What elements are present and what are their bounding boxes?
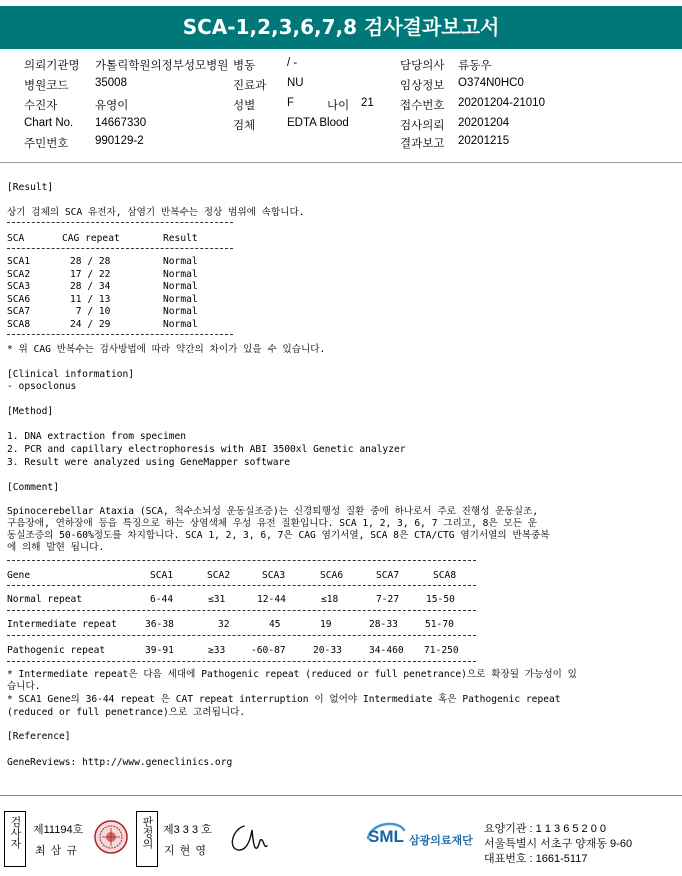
gene-header: SCA8 [433, 570, 457, 581]
examiner-label-box [4, 811, 26, 867]
method-heading: [Method] [7, 406, 54, 417]
header-value: 20201204 [458, 117, 510, 129]
header-label: 병동 [233, 60, 256, 72]
comment-line: 구음장애, 연하장애 등을 특징으로 하는 상염색체 우성 유전 질환입니다. SCA 1, 2, 3, 6, 7 그리고, 8은 모든 운 [7, 518, 538, 529]
comment-line: 에 의해 발현 됩니다. [7, 542, 105, 553]
result-cag: 7 / 10 [70, 306, 111, 317]
header-label: 수진자 [24, 100, 58, 112]
comment-note: (reduced or full penetrance)으로 고려됩니다. [7, 707, 246, 718]
result-status: Normal [163, 293, 198, 305]
result-status: Normal [163, 281, 198, 292]
header-label: 접수번호 [400, 100, 445, 112]
gene-cell: 32 [218, 619, 230, 630]
gene-header: SCA7 [376, 570, 400, 581]
divider [7, 610, 476, 611]
header-value: 류동우 [458, 60, 492, 72]
org-phone: 대표번호 : 1661-5117 [484, 853, 588, 865]
gene-cell: 39-91 [145, 645, 174, 656]
clinical-text: - opsoclonus [7, 381, 77, 392]
gene-cell: 7-27 [376, 594, 400, 605]
result-summary: 상기 검체의 SCA 유전자, 삼염기 반복수는 정상 범위에 속합니다. [7, 207, 305, 218]
header-label: 임상정보 [400, 80, 445, 92]
gene-cell: 34-460 [369, 645, 404, 656]
result-status: Normal [163, 256, 198, 267]
gene-cell: 28-33 [369, 619, 398, 630]
report-title: SCA-1,2,3,6,7,8 검사결과보고서 [0, 6, 682, 49]
divider [7, 661, 476, 662]
header-value: EDTA Blood [287, 117, 349, 129]
header-value: 990129-2 [95, 135, 144, 147]
examiner-seal-icon [94, 820, 128, 854]
gene-cell: 15-50 [426, 594, 455, 605]
divider [7, 560, 476, 561]
result-cag: 11 / 13 [70, 293, 111, 305]
result-status: Normal [163, 306, 198, 317]
reviewer-no: 제3 3 3 호 [163, 824, 212, 836]
org-name: 삼광의료재단 [409, 835, 473, 847]
reviewer-label-box [136, 811, 158, 867]
org-address: 서울특별시 서초구 양재동 9-60 [484, 838, 633, 850]
header-value: 14667330 [95, 117, 147, 129]
reviewer-label: 판정의 [141, 816, 153, 849]
gene-header: SCA1 [150, 570, 174, 581]
comment-line: 동실조증의 50-60%정도를 차지합니다. SCA 1, 2, 3, 6, 7은 CAG 염기서열, SCA 8은 CTA/CTG 염기서열의 반복중복 [7, 530, 550, 541]
header-value: 유영이 [95, 100, 129, 112]
result-sca: SCA6 [7, 293, 31, 305]
comment-note: * SCA1 Gene의 36-44 repeat 은 CAT repeat interruption 이 없어야 Intermediate 혹은 Pathogenic repeat [7, 694, 561, 705]
gene-cell: ≥33 [208, 645, 226, 656]
col-header-cag: CAG repeat [62, 233, 120, 244]
gene-cell: Intermediate repeat [7, 619, 117, 630]
gene-cell: 71-250 [424, 645, 459, 656]
header-value: 20201204-21010 [458, 97, 545, 109]
header-label: 검사의뢰 [400, 120, 445, 132]
gene-header: Gene [7, 570, 31, 581]
result-sca: SCA7 [7, 306, 31, 317]
comment-note: * Intermediate repeat은 다음 세대에 Pathogenic repeat (reduced or full penetrance)으로 확장될 가능성이 있 [7, 669, 577, 680]
result-cag: 28 / 28 [70, 256, 111, 267]
gene-cell: Normal repeat [7, 594, 83, 605]
gene-cell: -60-87 [251, 645, 286, 656]
result-heading: [Result] [7, 182, 54, 193]
col-header-result: Result [163, 233, 198, 244]
divider [7, 248, 233, 249]
footer-divider [0, 795, 682, 796]
result-sca: SCA2 [7, 268, 31, 280]
gene-cell: 19 [320, 619, 332, 630]
reviewer-name: 지 현 영 [164, 845, 207, 857]
gene-cell: ≤18 [321, 594, 339, 605]
header-label: 나이 [327, 100, 350, 112]
divider [7, 635, 476, 636]
examiner-no: 제11194호 [33, 824, 84, 836]
header-label: 병원코드 [24, 80, 69, 92]
result-cag: 28 / 34 [70, 281, 111, 292]
gene-header: SCA2 [207, 570, 231, 581]
header-value: F [287, 97, 295, 109]
reference-heading: [Reference] [7, 731, 71, 742]
comment-line: Spinocerebellar Ataxia (SCA, 척수소뇌성 운동실조증)는 신경퇴행성 질환 중에 하나로서 주로 진행성 운동실조, [7, 506, 539, 517]
examiner-label: 검사자 [9, 816, 21, 849]
header-label: 주민번호 [24, 138, 69, 150]
header-value: 35008 [95, 77, 127, 89]
result-sca: SCA8 [7, 318, 31, 330]
col-header-sca: SCA [7, 233, 25, 244]
result-cag: 24 / 29 [70, 318, 111, 330]
gene-header: SCA6 [320, 570, 344, 581]
header-label: 성별 [233, 100, 256, 112]
header-label: 진료과 [233, 80, 267, 92]
comment-note: 습니다. [7, 681, 41, 692]
gene-header: SCA3 [262, 570, 286, 581]
result-note: * 위 CAG 반복수는 검사방법에 따라 약간의 차이가 있을 수 있습니다. [7, 344, 326, 355]
header-label: Chart No. [24, 117, 74, 129]
gene-cell: 20-33 [313, 645, 342, 656]
gene-cell: ≤31 [208, 594, 226, 605]
comment-heading: [Comment] [7, 482, 59, 493]
header-label: 의뢰기관명 [24, 60, 80, 72]
reference-text: GeneReviews: http://www.geneclinics.org [7, 757, 233, 768]
header-value: 21 [361, 97, 374, 109]
method-step: 1. DNA extraction from specimen [7, 431, 187, 442]
header-label: 담당의사 [400, 60, 445, 72]
header-value: 20201215 [458, 135, 510, 147]
gene-cell: 6-44 [150, 594, 174, 605]
gene-cell: Pathogenic repeat [7, 645, 106, 656]
clinical-heading: [Clinical information] [7, 369, 135, 380]
examiner-name: 최 삼 규 [35, 845, 78, 857]
result-status: Normal [163, 318, 198, 330]
gene-cell: 36-38 [145, 619, 174, 630]
divider [7, 585, 476, 586]
signature-icon [224, 818, 270, 858]
result-status: Normal [163, 268, 198, 280]
gene-cell: 12-44 [257, 594, 286, 605]
result-sca: SCA3 [7, 281, 31, 292]
divider [7, 222, 233, 223]
header-label: 결과보고 [400, 138, 445, 150]
divider [7, 334, 233, 335]
header-label: 검체 [233, 120, 256, 132]
header-value: NU [287, 77, 304, 89]
logo-text: SML [368, 827, 404, 846]
org-code: 요양기관 : 1 1 3 6 5 2 0 0 [484, 823, 607, 835]
header-value: / - [287, 57, 298, 69]
result-cag: 17 / 22 [70, 268, 111, 280]
header-divider [0, 162, 682, 163]
gene-cell: 51-70 [425, 619, 454, 630]
header-value: 가톨릭학원의정부성모병원 [95, 60, 229, 72]
gene-cell: 45 [269, 619, 281, 630]
method-step: 2. PCR and capillary electrophoresis with ABI 3500xl Genetic analyzer [7, 444, 406, 455]
method-step: 3. Result were analyzed using GeneMapper software [7, 457, 291, 468]
result-sca: SCA1 [7, 256, 31, 267]
header-value: O374N0HC0 [458, 77, 524, 89]
